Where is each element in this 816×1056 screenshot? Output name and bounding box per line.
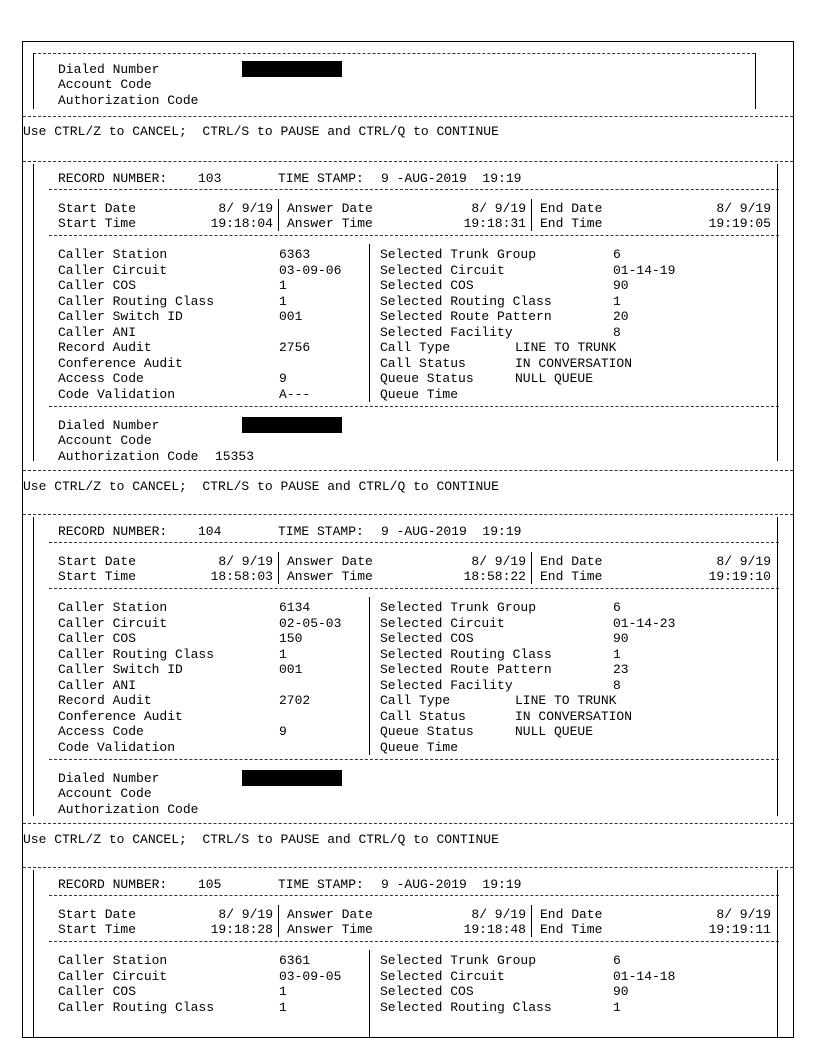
divider: [23, 823, 793, 824]
box-right-border: [755, 53, 756, 109]
end-time-value: 19:19:10: [708, 569, 771, 584]
time-stamp-value: 9 -AUG-2019 19:19: [381, 171, 522, 186]
record-number-label: RECORD NUMBER:: [58, 877, 168, 892]
access-code-label: Access Code: [58, 724, 144, 739]
answer-date-label: Answer Date: [287, 554, 373, 569]
record-number-value: 105: [198, 877, 222, 892]
time-stamp-value: 9 -AUG-2019 19:19: [381, 524, 522, 539]
selected-routing-class-value: 1: [613, 1000, 621, 1015]
box-left-border: [33, 164, 34, 461]
caller-circuit-value: 03-09-06: [279, 263, 342, 278]
column-separator: [369, 950, 370, 1038]
caller-cos-label: Caller COS: [58, 278, 137, 293]
record-audit-label: Record Audit: [58, 340, 152, 355]
selected-facility-label: Selected Facility: [380, 678, 513, 693]
box-right-border: [777, 164, 778, 461]
call-status-value: IN CONVERSATION: [515, 709, 633, 724]
caller-switch-id-label: Caller Switch ID: [58, 662, 183, 677]
selected-circuit-value: 01-14-23: [613, 616, 676, 631]
queue-status-label: Queue Status: [380, 724, 474, 739]
selected-circuit-label: Selected Circuit: [380, 969, 505, 984]
access-code-label: Access Code: [58, 371, 144, 386]
queue-status-label: Queue Status: [380, 371, 474, 386]
caller-station-label: Caller Station: [58, 953, 168, 968]
divider: [23, 161, 793, 162]
record-audit-label: Record Audit: [58, 693, 152, 708]
divider: [23, 470, 793, 471]
selected-circuit-label: Selected Circuit: [380, 263, 505, 278]
code-validation-value: A---: [279, 387, 311, 402]
caller-ani-label: Caller ANI: [58, 678, 137, 693]
redaction-bar: [242, 770, 342, 786]
answer-time-label: Answer Time: [287, 922, 373, 937]
continue-prompt: Use CTRL/Z to CANCEL; CTRL/S to PAUSE and CTRL/Q to CONTINUE: [23, 832, 499, 847]
end-time-label: End Time: [540, 569, 603, 584]
column-separator: [278, 905, 279, 937]
call-status-value: IN CONVERSATION: [515, 356, 633, 371]
redaction-bar: [242, 61, 342, 77]
call-status-label: Call Status: [380, 356, 466, 371]
selected-trunk-group-value: 6: [613, 953, 621, 968]
selected-routing-class-label: Selected Routing Class: [380, 1000, 552, 1015]
record-number-value: 103: [198, 171, 222, 186]
time-stamp-label: TIME STAMP:: [278, 524, 364, 539]
dialed-number-label: Dialed Number: [58, 771, 160, 786]
box-left-border: [33, 870, 34, 1038]
box-left-border: [33, 517, 34, 816]
queue-status-value: NULL QUEUE: [515, 724, 594, 739]
authorization-code-label: Authorization Code: [58, 449, 199, 464]
record-number-label: RECORD NUMBER:: [58, 171, 168, 186]
start-date-label: Start Date: [58, 201, 137, 216]
caller-station-value: 6363: [279, 247, 311, 262]
end-time-label: End Time: [540, 922, 603, 937]
selected-cos-label: Selected COS: [380, 278, 474, 293]
end-date-value: 8/ 9/19: [716, 201, 771, 216]
column-separator: [369, 597, 370, 755]
divider: [49, 941, 779, 942]
selected-routing-class-label: Selected Routing Class: [380, 294, 552, 309]
start-time-label: Start Time: [58, 216, 137, 231]
caller-cos-value: 1: [279, 278, 287, 293]
selected-route-pattern-label: Selected Route Pattern: [380, 662, 552, 677]
caller-routing-class-label: Caller Routing Class: [58, 1000, 215, 1015]
start-date-label: Start Date: [58, 907, 137, 922]
answer-date-value: 8/ 9/19: [471, 201, 526, 216]
caller-ani-label: Caller ANI: [58, 325, 137, 340]
time-stamp-value: 9 -AUG-2019 19:19: [381, 877, 522, 892]
answer-time-value: 19:18:31: [463, 216, 526, 231]
caller-routing-class-value: 1: [279, 647, 287, 662]
code-validation-label: Code Validation: [58, 387, 176, 402]
start-time-value: 19:18:04: [210, 216, 273, 231]
account-code-label: Account Code: [58, 786, 152, 801]
caller-cos-value: 1: [279, 984, 287, 999]
selected-route-pattern-value: 20: [613, 309, 629, 324]
caller-switch-id-value: 001: [279, 309, 303, 324]
answer-time-label: Answer Time: [287, 216, 373, 231]
start-time-label: Start Time: [58, 569, 137, 584]
selected-routing-class-value: 1: [613, 294, 621, 309]
code-validation-label: Code Validation: [58, 740, 176, 755]
caller-circuit-value: 03-09-05: [279, 969, 342, 984]
queue-time-label: Queue Time: [380, 387, 459, 402]
account-code-label: Account Code: [58, 77, 152, 92]
answer-date-value: 8/ 9/19: [471, 554, 526, 569]
selected-cos-value: 90: [613, 984, 629, 999]
selected-facility-value: 8: [613, 325, 621, 340]
selected-route-pattern-label: Selected Route Pattern: [380, 309, 552, 324]
call-type-value: LINE TO TRUNK: [515, 340, 617, 355]
selected-routing-class-value: 1: [613, 647, 621, 662]
selected-trunk-group-label: Selected Trunk Group: [380, 600, 537, 615]
start-date-value: 8/ 9/19: [218, 907, 273, 922]
record-audit-value: 2702: [279, 693, 311, 708]
column-separator: [531, 905, 532, 937]
caller-circuit-label: Caller Circuit: [58, 616, 168, 631]
selected-cos-label: Selected COS: [380, 984, 474, 999]
answer-date-label: Answer Date: [287, 907, 373, 922]
answer-time-value: 19:18:48: [463, 922, 526, 937]
end-date-label: End Date: [540, 907, 603, 922]
selected-circuit-value: 01-14-18: [613, 969, 676, 984]
dialed-number-label: Dialed Number: [58, 418, 160, 433]
selected-cos-value: 90: [613, 631, 629, 646]
call-type-value: LINE TO TRUNK: [515, 693, 617, 708]
box-left-border: [33, 53, 34, 109]
divider: [49, 235, 779, 236]
column-separator: [278, 552, 279, 584]
divider: [49, 588, 779, 589]
divider: [23, 514, 793, 515]
end-time-label: End Time: [540, 216, 603, 231]
dialed-number-label: Dialed Number: [58, 62, 160, 77]
answer-date-value: 8/ 9/19: [471, 907, 526, 922]
call-type-label: Call Type: [380, 693, 451, 708]
start-date-value: 8/ 9/19: [218, 554, 273, 569]
call-status-label: Call Status: [380, 709, 466, 724]
caller-routing-class-value: 1: [279, 294, 287, 309]
start-time-value: 19:18:28: [210, 922, 273, 937]
selected-facility-label: Selected Facility: [380, 325, 513, 340]
continue-prompt: Use CTRL/Z to CANCEL; CTRL/S to PAUSE and CTRL/Q to CONTINUE: [23, 124, 499, 139]
divider: [49, 406, 779, 407]
caller-station-value: 6361: [279, 953, 311, 968]
caller-circuit-value: 02-05-03: [279, 616, 342, 631]
caller-routing-class-label: Caller Routing Class: [58, 647, 215, 662]
answer-date-label: Answer Date: [287, 201, 373, 216]
selected-trunk-group-value: 6: [613, 247, 621, 262]
selected-circuit-value: 01-14-19: [613, 263, 676, 278]
selected-routing-class-label: Selected Routing Class: [380, 647, 552, 662]
column-separator: [531, 552, 532, 584]
divider: [49, 895, 779, 896]
start-time-label: Start Time: [58, 922, 137, 937]
account-code-label: Account Code: [58, 433, 152, 448]
caller-circuit-label: Caller Circuit: [58, 263, 168, 278]
caller-cos-value: 150: [279, 631, 303, 646]
queue-time-label: Queue Time: [380, 740, 459, 755]
caller-station-label: Caller Station: [58, 247, 168, 262]
column-separator: [369, 244, 370, 402]
divider: [23, 116, 793, 117]
authorization-code-label: Authorization Code: [58, 93, 199, 108]
record-number-label: RECORD NUMBER:: [58, 524, 168, 539]
access-code-value: 9: [279, 724, 287, 739]
call-detail-printout: [22, 41, 794, 1038]
continue-prompt: Use CTRL/Z to CANCEL; CTRL/S to PAUSE and CTRL/Q to CONTINUE: [23, 479, 499, 494]
caller-cos-label: Caller COS: [58, 984, 137, 999]
answer-time-label: Answer Time: [287, 569, 373, 584]
time-stamp-label: TIME STAMP:: [278, 877, 364, 892]
selected-facility-value: 8: [613, 678, 621, 693]
divider: [49, 759, 779, 760]
authorization-code-label: Authorization Code: [58, 802, 199, 817]
selected-cos-label: Selected COS: [380, 631, 474, 646]
call-type-label: Call Type: [380, 340, 451, 355]
end-time-value: 19:19:05: [708, 216, 771, 231]
start-time-value: 18:58:03: [210, 569, 273, 584]
caller-routing-class-value: 1: [279, 1000, 287, 1015]
end-date-label: End Date: [540, 201, 603, 216]
access-code-value: 9: [279, 371, 287, 386]
start-date-label: Start Date: [58, 554, 137, 569]
end-date-value: 8/ 9/19: [716, 554, 771, 569]
end-time-value: 19:19:11: [708, 922, 771, 937]
caller-switch-id-value: 001: [279, 662, 303, 677]
caller-cos-label: Caller COS: [58, 631, 137, 646]
divider: [33, 53, 755, 54]
selected-trunk-group-value: 6: [613, 600, 621, 615]
divider: [49, 542, 779, 543]
caller-routing-class-label: Caller Routing Class: [58, 294, 215, 309]
selected-route-pattern-value: 23: [613, 662, 629, 677]
record-audit-value: 2756: [279, 340, 311, 355]
selected-cos-value: 90: [613, 278, 629, 293]
record-number-value: 104: [198, 524, 222, 539]
column-separator: [531, 199, 532, 231]
time-stamp-label: TIME STAMP:: [278, 171, 364, 186]
divider: [49, 189, 779, 190]
selected-trunk-group-label: Selected Trunk Group: [380, 247, 537, 262]
selected-circuit-label: Selected Circuit: [380, 616, 505, 631]
selected-trunk-group-label: Selected Trunk Group: [380, 953, 537, 968]
conference-audit-label: Conference Audit: [58, 356, 183, 371]
end-date-label: End Date: [540, 554, 603, 569]
redaction-bar: [242, 417, 342, 433]
conference-audit-label: Conference Audit: [58, 709, 183, 724]
caller-station-label: Caller Station: [58, 600, 168, 615]
authorization-code-value: 15353: [215, 449, 255, 464]
column-separator: [278, 199, 279, 231]
queue-status-value: NULL QUEUE: [515, 371, 594, 386]
box-right-border: [777, 517, 778, 816]
caller-station-value: 6134: [279, 600, 311, 615]
caller-switch-id-label: Caller Switch ID: [58, 309, 183, 324]
start-date-value: 8/ 9/19: [218, 201, 273, 216]
divider: [23, 867, 793, 868]
caller-circuit-label: Caller Circuit: [58, 969, 168, 984]
end-date-value: 8/ 9/19: [716, 907, 771, 922]
answer-time-value: 18:58:22: [463, 569, 526, 584]
